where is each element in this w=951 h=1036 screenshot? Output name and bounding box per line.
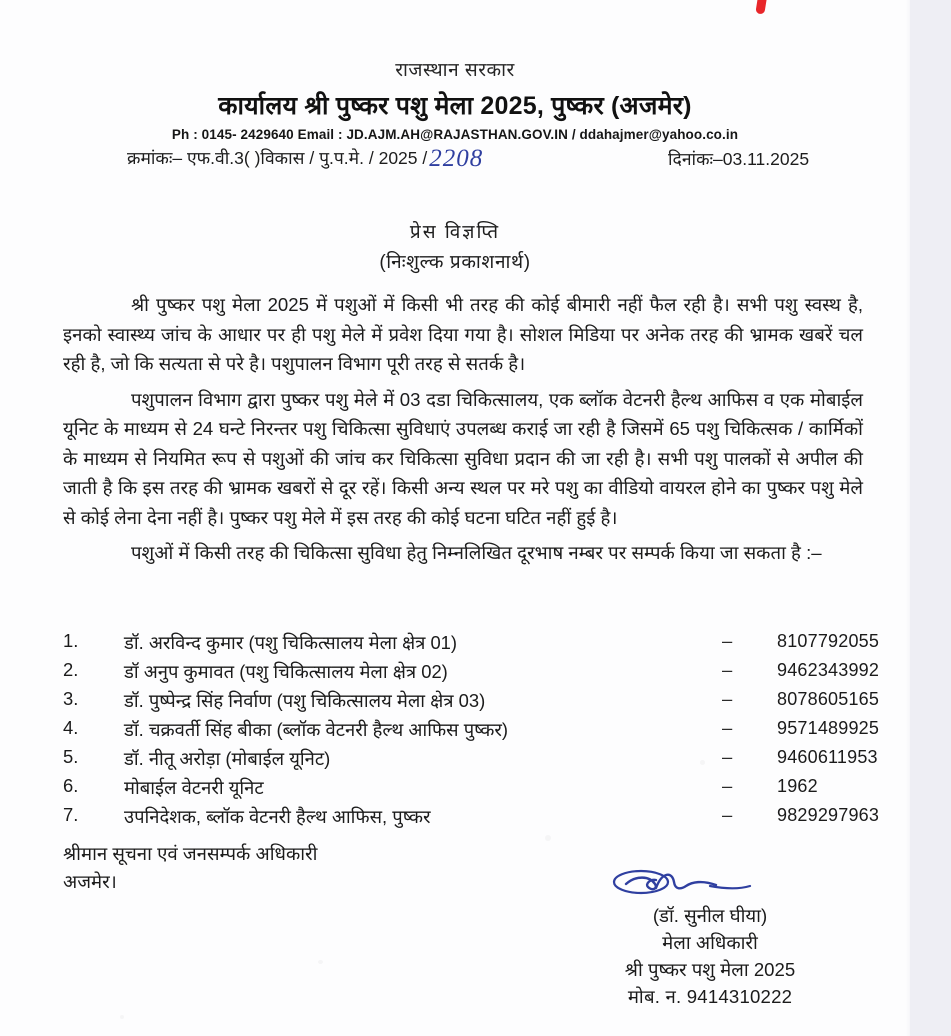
contact-name: डॉ अनुप कुमावत (पशु चिकित्सालय मेला क्षेत्र 02) (124, 661, 448, 682)
contact-index: 5. (63, 746, 79, 767)
page-subtitle: (निःशुल्क प्रकाशनार्थ) (379, 252, 531, 273)
document-body (63, 290, 863, 568)
contact-name: डॉ. चक्रवर्ती सिंह बीका (ब्लॉक वेटनरी हैल्थ आफिस पुष्कर) (124, 719, 509, 740)
contact-index: 2. (63, 659, 79, 680)
contact-name: मोबाईल वेटनरी यूनिट (124, 777, 264, 798)
handwritten-diary-number: 2208 (429, 145, 484, 172)
reference-number-text: क्रमांकः– एफ.वी.3( )विकास / पु.प.मे. / 2025 / (127, 148, 428, 168)
contact-row (63, 774, 873, 803)
contact-index: 1. (63, 630, 79, 651)
contact-row (63, 745, 878, 774)
contact-row (63, 803, 880, 832)
contact-index: 3. (63, 688, 79, 709)
scan-speckle (318, 960, 323, 964)
document-header (0, 56, 910, 142)
helpline-contact-list (63, 629, 880, 832)
addressee-line-2: अजमेर। (63, 871, 117, 892)
contact-separator-dash: – (722, 659, 733, 680)
scan-speckle (545, 835, 551, 841)
handwritten-signature-icon (530, 868, 890, 900)
contact-phone: 1962 (777, 776, 818, 796)
contact-separator-dash: – (722, 746, 733, 767)
contact-row (63, 629, 880, 658)
contact-index: 6. (63, 775, 79, 796)
contact-phone: 9571489925 (777, 718, 880, 738)
press-release-title-block (0, 218, 910, 274)
paragraph-1: श्री पुष्कर पशु मेला 2025 में पशुओं में किसी भी तरह की कोई बीमारी नहीं फैल रही है। सभी पशु स्वस्थ है, इनको स्वास्थ्य जांच के आधार पर ही पशु मेले में प्रवेश दिया गया है। सोशल मिडिया पर अनेक तरह की भ्रामक खबरें चल रही है, जो कि सत्यता से परे है। पशुपालन विभाग पूरी तरह से सतर्क है। (63, 294, 863, 374)
signatory-designation: मेला अधिकारी (662, 932, 758, 953)
contact-phone: 9462343992 (777, 660, 880, 680)
contact-name: डॉ. नीतू अरोड़ा (मोबाईल यूनिट) (124, 748, 331, 769)
contact-separator-dash: – (722, 630, 733, 651)
signatory-mobile: मोब. न. 9414310222 (627, 986, 793, 1007)
contact-index: 4. (63, 717, 79, 738)
contact-phone: 8078605165 (777, 689, 880, 709)
contact-separator-dash: – (722, 717, 733, 738)
signature-block (530, 868, 890, 1010)
contact-row (63, 687, 880, 716)
contact-index: 7. (63, 804, 79, 825)
signatory-name: (डॉ. सुनील घीया) (652, 905, 768, 926)
addressee-line-1: श्रीमान सूचना एवं जनसम्पर्क अधिकारी (63, 843, 318, 864)
contact-phone: 9829297963 (777, 805, 880, 825)
contact-name: उपनिदेशक, ब्लॉक वेटनरी हैल्थ आफिस, पुष्कर (124, 806, 431, 827)
office-title: कार्यालय श्री पुष्कर पशु मेला 2025, पुष्कर (अजमेर) (218, 92, 692, 120)
page-title: प्रेस विज्ञप्ति (409, 222, 501, 243)
viewer-right-gutter (910, 0, 951, 1036)
contact-phone: 8107792055 (777, 631, 880, 651)
contact-name: डॉ. अरविन्द कुमार (पशु चिकित्सालय मेला क्षेत्र 01) (124, 632, 458, 653)
document-date: दिनांकः–03.11.2025 (668, 149, 810, 169)
contact-row (63, 716, 880, 745)
government-name: राजस्थान सरकार (395, 60, 515, 81)
signatory-organisation: श्री पुष्कर पशु मेला 2025 (624, 959, 796, 980)
contact-phone: 9460611953 (777, 747, 878, 767)
paragraph-2: पशुपालन विभाग द्वारा पुष्कर पशु मेले में 03 दडा चिकित्सालय, एक ब्लॉक वेटनरी हैल्थ आफिस व एक मोबाईल यूनिट के माध्यम से 24 घन्टे निरन्तर पशु चिकित्सा सुविधाएं उपलब्ध कराई जा रही है जिसमें 65 पशु चिकित्सक / कार्मिकों के माध्यम से नियमित रूप से पशुओं की जांच कर चिकित्सा सुविधा प्रदान की जा रही है। सभी पशु पालकों से अपील की जाती है कि इस तरह की भ्रामक खबरों से दूर रहें। किसी अन्य स्थल पर मरे पशु का वीडियो वायरल होने का पुष्कर पशु मेले से कोई लेना देना नहीं है। पुष्कर पशु मेले में इस तरह की कोई घटना घटित नहीं हुई है। (63, 388, 863, 528)
office-contact-line: Ph : 0145- 2429640 Email : JD.AJM.AH@RAJASTHAN.GOV.IN / ddahajmer@yahoo.co.in (171, 127, 739, 142)
reference-number-label (127, 145, 483, 173)
paragraph-3: पशुओं में किसी तरह की चिकित्सा सुविधा हेतु निम्नलिखित दूरभाष नम्बर पर सम्पर्क किया जा सकता है :– (131, 542, 822, 563)
contact-separator-dash: – (722, 688, 733, 709)
contact-name: डॉ. पुष्पेन्द्र सिंह निर्वाण (पशु चिकित्सालय मेला क्षेत्र 03) (124, 690, 486, 711)
addressee-block (63, 840, 317, 896)
contact-separator-dash: – (722, 775, 733, 796)
contact-separator-dash: – (722, 804, 733, 825)
scan-speckle (120, 1015, 124, 1019)
red-pen-mark-icon (755, 0, 767, 15)
reference-row (0, 145, 910, 175)
contact-row (63, 658, 880, 687)
